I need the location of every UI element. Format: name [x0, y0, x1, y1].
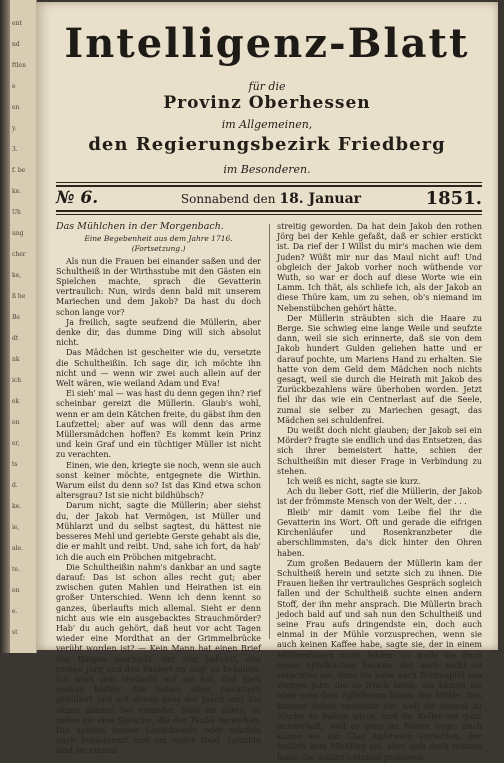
paragraph: Ja freilich, sagte seufzend die Müllerin, aber denke dir, das dumme Ding will sich absolut nicht.: [56, 317, 261, 348]
paragraph: Ich weiß es nicht, sagte sie kurz.: [287, 477, 421, 487]
previous-page-fragment: en: [12, 419, 20, 426]
issue-date-prefix: Sonnabend den: [180, 192, 276, 206]
rule-top-thick: [56, 185, 482, 187]
previous-page-fragment: Be: [12, 314, 20, 321]
previous-page-fragment: ts: [12, 461, 18, 468]
paragraph: Du weißt doch nicht glauben; der Jakob sei ein Mörder? fragte sie endlich und das Entsetzen, das sich ihrer bemeistert hatte, schien der Schultheißin mit dieser Frage in Verbindung zu stehen.: [277, 426, 482, 476]
article-headline: Das Mühlchen in der Morgenbach.: [56, 221, 224, 232]
previous-page-fragment: dt: [12, 335, 19, 342]
paragraph: Ach du lieber Gott, rief die Müllerin, der Jakob ist der frömmste Mensch von der Welt, der . . .: [277, 487, 482, 507]
masthead-line-5: im Besonderen.: [223, 163, 311, 176]
previous-page-fragment: d.: [12, 482, 18, 489]
paragraph: streitig geworden. Da hat dein Jakob den rothen Jörg bei der Kehle gefaßt, daß er schier erstickt ist. Da rief der I Willst du mir's machen wie dem Juden? Wüßt mir nur das Maul nicht auf! Und obgleich der Jakob vorher noch wüthende vor Wuth, so war er doch auf diese Worte wie ein Lamm. Ich thät, als schliefe ich, als der Jakob an diese Thüre kam, um zu sehen, ob's niemand im Nebenstübchen gehört hätte.: [277, 222, 482, 313]
previous-page-fragment: e.: [12, 608, 18, 615]
masthead-line-1: für die: [248, 80, 286, 93]
column-right: [277, 222, 482, 763]
previous-page-fragment: ent: [12, 20, 22, 27]
previous-page-fragment: nd: [12, 41, 20, 48]
paragraph: Bleib' mir damit vom Leibe fiel ihr die Gevatterin ins Wort. Oft und gerade die eifrigen Kirchenläufer und Rosenkranzbeter die aberschlimmsten, da's dick hinter den Ohren haben.: [277, 507, 482, 558]
previous-page-fragment: en: [12, 587, 20, 594]
paragraph: Einen, wie den, kriegte sie noch, wenn sie auch sonst keiner möchte, entgegnete die Wirthin. Warum eilst du denn so? Ist das Kind etwa schon altersgrau? Ist sie nicht bildhübsch?: [56, 460, 261, 501]
previous-page-fragment: er,: [12, 440, 20, 447]
paragraph: Der Müllerin sträubten sich die Haare zu Berge. Sie schwieg eine lange Weile und seufzte dann, weil sie sich erinnerte, daß sie von dem Jakob hundert Gulden geliehen hatte und er darauf pochte, um Mariens Hand zu erhalten. Sie hatte von dem Geld dem Mädchen noch nichts gesagt, weil sie durch die Heirath mit Jakob des Zurückbezahlens wäre überhoben worden. Jetzt fiel ihr das wie ein Centnerlast auf die Seele, zumal sie selber zu Mariechen gesagt, das Mädchen sei schuldenfrei.: [277, 313, 482, 425]
previous-page-fragment: nk: [12, 356, 20, 363]
previous-page-fragment: e: [12, 83, 16, 90]
rule-bottom-thin: [56, 214, 482, 215]
dateline: [56, 188, 482, 208]
previous-page-fragment: ke,: [12, 272, 22, 279]
paragraph: Das Mädchen ist gescheiter wie du, versetzte die Schultheißin. Ich sage dir, ich möchte ihn nicht und — wenn wir zwei auch allein auf der Welt wären, wie weiland Adam und Eva!: [56, 348, 261, 389]
paragraph: Darum nicht, sagte die Müllerin; aber siehst du, der Jakob hat Vermögen, ist Müller und Mühlarzt und du selbst sagtest, du hättest nie besseres Mehl und geriebte Gerste gehabt als die, die er mahlt und reibt. Und, sahe ich fort, da hab' ich die auch ein Pröbchen mitgebracht.: [56, 501, 261, 562]
paragraph: Die Schultheißin nahm's dankbar an und sagte darauf: Das ist schon alles recht gut; aber zwischen guten Mahlen und Heirathen ist ein großer Unterschied. Wenn ich denn kennt so ganzes, überlaufts mich allemal. Sieht er denn nicht aus wie ein ausgebacktes Strauchmörder? Hab' du auch gehört, daß heut vor acht Tagen wieder eine Mordthat an der Grimmelbrücke verübt worden ist? — Kein Mann hat einen Brief von Bingen geschickt, der ihm befiehlt, den rothen Jörg und den Vassert im Aug' zu behalten. Ich wars den Verdacht auf sie hat, daß sie's gethan hätten. Die haben allen Gevattern gebüllert und mit denen geht der Jakob um! Sie sitzen allemal bei einander. Sind sie allein, so reden sie eine Sprache, die der Teufel verstehen. Die spielen immer Landsknecht oder würfeln nach Soldatenart und um vieles Geld. Letzthin sind sie einmal: [56, 562, 261, 756]
previous-page-fragment: cher: [12, 251, 26, 258]
previous-page-fragment: y.: [12, 125, 17, 132]
previous-page-fragment: 3.: [12, 146, 18, 153]
previous-page-fragment: te.: [12, 566, 20, 573]
previous-page-fragment: ke.: [12, 503, 22, 510]
previous-page-fragment: f. be: [12, 167, 26, 174]
paragraph: Als nun die Frauen bei einander saßen und der Schultheiß in der Wirthsstube mit den Gästen ein Spielchen machte, sprach die Gevatterin vertraulich: Nun, wirds denn bald mit unserem Mariechen und dem Jakob? Da hast du doch schon lange vor?: [56, 256, 261, 317]
column-left: [56, 222, 261, 757]
issue-year: 1851.: [425, 188, 482, 209]
previous-page-edge: [10, 0, 37, 653]
masthead-title: Intelligenz-Blatt: [64, 20, 470, 67]
previous-page-fragment: ek: [12, 398, 20, 405]
previous-page-fragment: ß be: [12, 293, 26, 300]
newspaper-page: [36, 2, 498, 762]
previous-page-fragment: ie,: [12, 524, 20, 531]
previous-page-fragment: st: [12, 629, 18, 636]
previous-page-fragment: ke.: [12, 188, 22, 195]
rule-top-thin: [56, 182, 482, 183]
paragraph: Zum großen Bedauern der Müllerin kam der Schultheiß herein und setzte sich zu ihnen. Die Frauen ließen ihr vertrauliches Gespräch sogleich fallen und der Schultheiß suchte einen andern Stoff, der ihn mehr ansprach. Die Müllerin brach jedoch bald auf und sah nun den Schultheiß und seine Frau aufs dringendste ein, doch auch einmal in der Mühle vorzusprechen, wenn sie auch keinen Kaffee habe, sagte sie, der in einem Müllersbissen nicht fehlen; so wolle sie doch einen Apfelkuchen backen, der auch nicht zu verachten sei, denn sie habe auch Brennapfel von voriges Jahr, die so frisch seien, als kämen sie eben vom dem Apfelbaum hinter der Mühle. Das komme daher, versetzte sie, weil sie einmal zu Alsche zu halten wisse, und ihr Keller sei ganz musterhaft, weil er ganz im Felsen liege; auch könne sie ein Glas Apfelwein vorsetzen, der freilich kein Nießling sei, aber sich doch trinken lasse. Sie sollten's einmal probieren.: [277, 558, 482, 762]
article-continuation: (Fortsetzung.): [131, 244, 186, 254]
previous-page-fragment: ftlen: [12, 62, 26, 69]
issue-date: [156, 191, 386, 207]
previous-page-fragment: Uh: [12, 209, 21, 216]
previous-page-fragment: ich: [12, 377, 22, 384]
previous-page-fragment: ung: [12, 230, 24, 237]
rule-bottom-thick: [56, 210, 482, 212]
previous-page-fragment: ale.: [12, 545, 23, 552]
masthead-province: Provinz Oberhessen: [163, 93, 371, 113]
previous-page-fragment: en: [12, 104, 20, 111]
masthead-line-3: im Allgemeinen,: [221, 118, 313, 131]
article-byline: Eine Begebenheit aus dem Jahre 1716.: [84, 234, 233, 244]
column-divider: [269, 224, 270, 639]
issue-number: № 6.: [56, 188, 99, 208]
paragraph: Ei sieh' mal — was hast du denn gegen ihn? rief scheinbar gereizt die Müllerin. Glaub's wohl, wenn er am dein Kätchen freite, du gäbst ihm den Laufzettel; aber auf was will denn das arme Müllersmädchen hoffen? Es kommt kein Prinz und kein Graf und ein tüchtiger Müller ist nicht zu verachten.: [56, 389, 261, 460]
issue-date-main: 18. Januar: [279, 191, 362, 207]
masthead-district: den Regierungsbezirk Friedberg: [88, 134, 446, 155]
